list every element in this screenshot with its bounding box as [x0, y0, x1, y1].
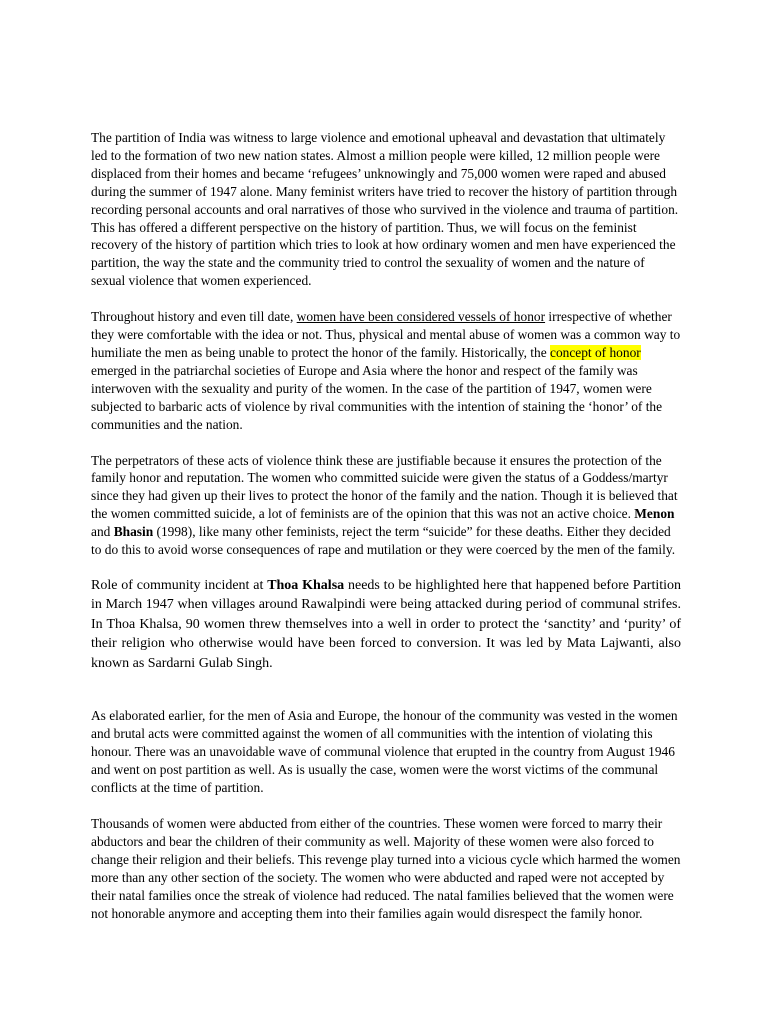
- text-run: (1998), like many other feminists, reject the term “suicide” for these deaths. Either they decided to do this to avoid worse consequences of rape and mutilation or they were coerced by the men of the family.: [91, 524, 676, 558]
- text-run: needs to be highlighted here that happened before Partition in March 1947 when villages around Rawalpindi were being attacked during period of communal strifes. In Thoa Khalsa, 90 women threw themselves into a well in order to protect the ‘sanctity’ and ‘purity’ of their religion who otherwise would have been forced to conversion. It was led by Mata Lajwanti, also known as Sardarni Gulab Singh.: [91, 577, 682, 671]
- text-run: The perpetrators of these acts of violence think these are justifiable because it ensures the protection of the family honor and reputation. The women who committed suicide were given the status of a Goddess/martyr since they had given up their lives to protect the honor of the family and the nation. Though it is believed that the women committed suicide, a lot of feminists are of the opinion that this was not an active choice.: [91, 452, 678, 522]
- text-run: and: [91, 524, 114, 540]
- text-run: Throughout history and even till date,: [91, 309, 297, 325]
- bold-author-menon: Menon: [634, 506, 675, 522]
- paragraph-abducted-women: Thousands of women were abducted from either of the countries. These women were forced to marry their abductors and bear the children of their community as well. Majority of these women were also forced to change their religion and their beliefs. This revenge play turned into a vicious cycle which harmed the women more than any other section of the society. The women who were abducted and raped were not accepted by their natal families once the streak of violence had reduced. The natal families believed that the women were not honorable anymore and accepting them into their families again would disrespect the family honor.: [91, 815, 681, 921]
- paragraph-vessels-of-honor: [91, 308, 681, 433]
- paragraph-partition-overview: The partition of India was witness to large violence and emotional upheaval and devastation that ultimately led to the formation of two new nation states. Almost a million people were killed, 12 million people were displaced from their homes and became ‘refugees’ unknowingly and 75,000 women were raped and abused during the summer of 1947 alone. Many feminist writers have tried to recover the history of partition through recording personal accounts and oral narratives of those who survived in the violence and trauma of partition. This has offered a different perspective on the history of partition. Thus, we will focus on the feminist recovery of the history of partition which tries to look at how ordinary women and men have experienced the partition, the way the state and the community tried to control the sexuality of women and the nature of sexual violence that women experienced.: [91, 130, 679, 289]
- paragraph-communal-violence: As elaborated earlier, for the men of Asia and Europe, the honour of the community was vested in the women and brutal acts were committed against the women of all communities with the intention of violating this honour. There was an unavoidable wave of communal violence that erupted in the country from August 1946 and went on post partition as well. As is usually the case, women were the worst victims of the communal conflicts at the time of partition.: [91, 708, 678, 796]
- paragraph-perpetrators: [91, 452, 681, 559]
- text-run: Role of community incident at: [91, 577, 268, 593]
- text-run: irrespective of whether they were comfortable with the idea or not. Thus, physical and mental abuse of women was a common way to humiliate the men as being unable to protect the honor of the family. Historically, the: [91, 309, 681, 360]
- bold-thoa-khalsa: Thoa Khalsa: [267, 577, 345, 593]
- highlighted-phrase: concept of honor: [550, 344, 641, 360]
- bold-author-bhasin: Bhasin: [113, 524, 154, 540]
- text-run: emerged in the patriarchal societies of Europe and Asia where the honor and respect of the family was interwoven with the sexuality and purity of the women. In the case of the partition of 1947, women were subjected to barbaric acts of violence by rival communities with the intention of staining the ‘honor’ of the communities and the nation.: [91, 362, 663, 432]
- paragraph-thoa-khalsa: [91, 576, 681, 674]
- document-body: [91, 129, 681, 922]
- underlined-phrase: women have been considered vessels of honor: [296, 309, 546, 325]
